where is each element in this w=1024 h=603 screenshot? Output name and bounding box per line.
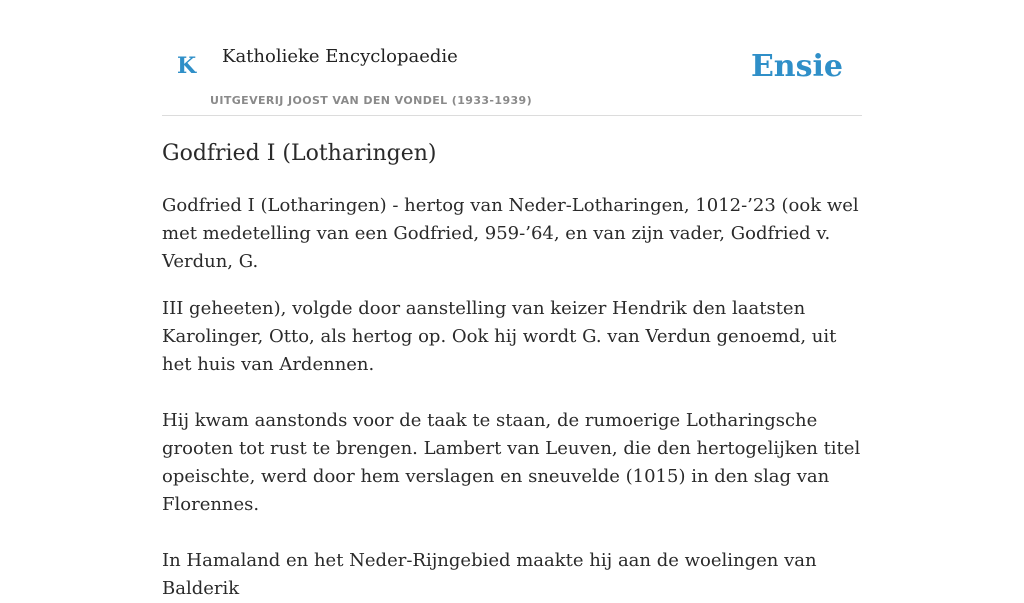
article-paragraph: Godfried I (Lotharingen) - hertog van Neder-Lotharingen, 1012-’23 (ook wel met medetelling van een Godfried, 959-’64, en van zijn vader, Godfried v. Verdun, G.: [162, 195, 859, 272]
article-paragraph: Hij kwam aanstonds voor de taak te staan, de rumoerige Lotharingsche grooten tot rust te brengen. Lambert van Leuven, die den hertogelijken titel opeischte, werd door hem verslagen en sneuvelde (1015) in den slag van Florennes.: [162, 410, 861, 515]
article: [162, 140, 862, 603]
article-paragraph: In Hamaland en het Neder-Rijngebied maakte hij aan de woelingen van Balderik: [162, 550, 817, 599]
site-header: [162, 0, 862, 116]
article-paragraph: III geheeten), volgde door aanstelling van keizer Hendrik den laatsten Karolinger, Otto, als hertog op. Ook hij wordt G. van Verdun genoemd, uit het huis van Ardennen.: [162, 298, 837, 375]
site-title-link[interactable]: Katholieke Encyclopaedie: [222, 46, 458, 67]
ensie-logo-link[interactable]: Ensie: [750, 49, 843, 84]
publisher-label: UITGEVERIJ JOOST VAN DEN VONDEL (1933-1939): [210, 94, 533, 107]
logo-icon[interactable]: K: [177, 53, 197, 79]
article-title: Godfried I (Lotharingen): [162, 141, 437, 166]
